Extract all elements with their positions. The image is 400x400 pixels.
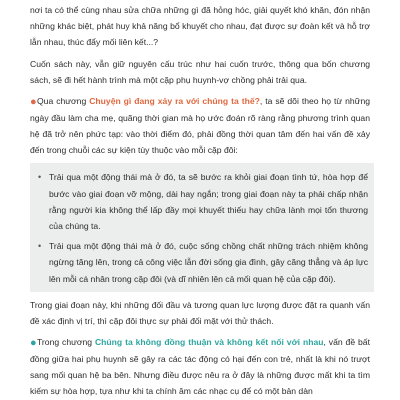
bullet-icon: • — [38, 241, 42, 252]
paragraph-text: , vấn đề bất đồng giữa hai phụ huynh sẽ gây ra các tác động có hại đến con trẻ, nhất là khi nó trượt sang mối quan hệ ba bên. Nhưng điều được nêu ra ở đây là những được mất khi ta tìm kiếm sự hòa hợp, tựa như khi ta chính âm các nhạc cụ để có một bản dàn — [30, 337, 370, 397]
bullet-icon: • — [38, 172, 42, 183]
teal-bullet-icon: ● — [30, 336, 37, 349]
paragraph-chapter-two — [30, 334, 370, 399]
box-list-item — [38, 238, 368, 287]
chapter-title-highlight: Chuyện gì đang xảy ra với chúng ta thế? — [89, 96, 260, 107]
box-item-text: Trải qua một động thái mà ở đó, cuộc sống chồng chất những trách nhiệm không ngừng tăng lên, trong cả công việc lẫn đời sống gia đình, gây căng thẳng và áp lực lên mỗi cá nhân trong cặp đôi (và dĩ nhiên lên cả mối quan hệ của cặp đôi). — [49, 241, 368, 284]
box-list-item — [38, 169, 368, 234]
grey-info-box — [30, 163, 374, 291]
paragraph-text: nơi ta có thể cùng nhau sửa chữa những gì đã hỏng hóc, giải quyết khó khăn, đón nhận những khác biệt, phát huy khả năng bổ khuyết cho nhau, đạt được sự đoàn kết và hỗ trợ lẫn nhau, thúc đẩy mối liên kết...? — [30, 5, 370, 48]
paragraph-text: Trong chương — [37, 337, 95, 348]
chapter-title-highlight: Chúng ta không đồng thuận và không kết nối với nhau — [94, 337, 324, 348]
box-item-text: Trải qua một động thái mà ở đó, ta sẽ bước ra khỏi giai đoạn tình tứ, hòa hợp để bước vào giai đoạn vỡ mộng, dài hay ngắn; trong giai đoạn này ta phải chấp nhận rằng người kia không thể lấp đầy mọi khuyết thiếu hay chữa lành mọi tổn thương của chúng ta. — [49, 172, 368, 231]
paragraph-text: Trong giai đoạn này, khi những đối đầu và tương quan lực lượng được đặt ra quanh vấn đề xác định vị trí, thì cặp đôi thực sự phải đối mặt với thử thách. — [30, 299, 370, 326]
paragraph-confrontation — [30, 297, 370, 329]
paragraph-text: Cuốn sách này, vẫn giữ nguyên cấu trúc như hai cuốn trước, thông qua bốn chương sách, sẽ đi hết hành trình mà một cặp phụ huynh-vợ chồng phải trải qua. — [30, 58, 370, 85]
paragraph-text: Qua chương — [37, 96, 90, 107]
paragraph-chapter-one — [30, 93, 370, 158]
orange-bullet-icon: ● — [30, 95, 37, 108]
paragraph-intro-continuation — [30, 2, 370, 51]
paragraph-book-structure — [30, 56, 370, 88]
paragraph-text: , ta sẽ dõi theo họ từ những ngày đầu làm cha mẹ, quãng thời gian mà họ ước đoán rõ ràng rằng phương trình quan hệ đã trở nên phức tạp: vào thời điểm đó, phải đồng thời quan tâm đến hai vấn đề xảy đến trong chuỗi các sự kiện tùy thuộc vào mỗi cặp đôi: — [30, 96, 371, 156]
